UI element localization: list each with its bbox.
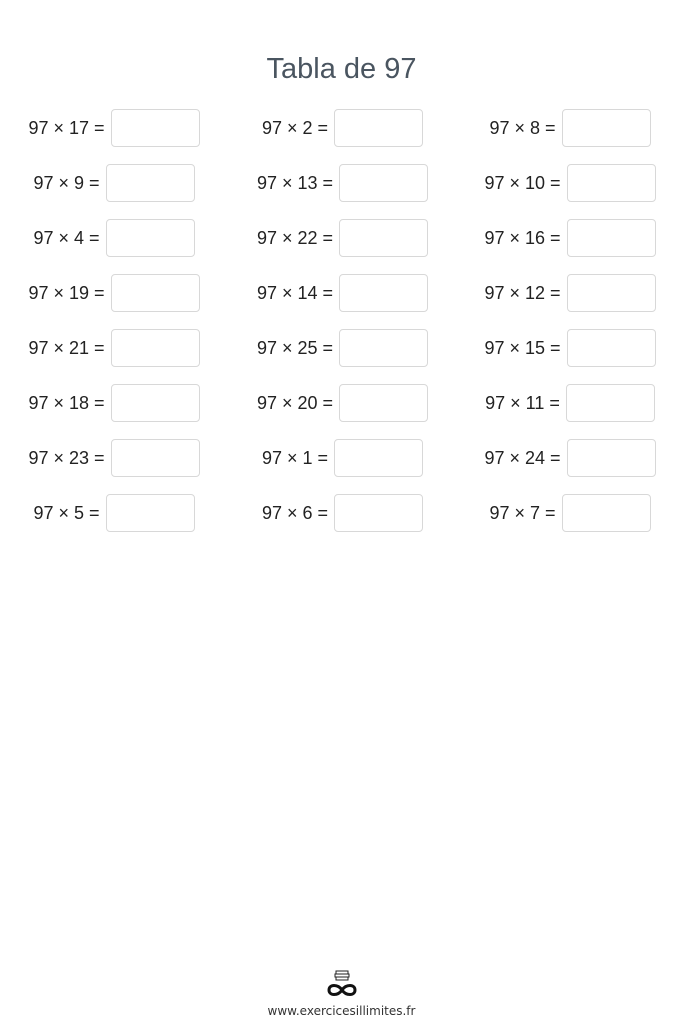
infinity-books-icon xyxy=(324,968,360,1000)
exercise-item xyxy=(0,218,228,258)
exercise-expression: 97 × 11 = xyxy=(485,392,560,413)
footer xyxy=(0,968,683,1018)
exercise-expression: 97 × 7 = xyxy=(489,502,556,523)
answer-input[interactable] xyxy=(339,329,428,367)
exercise-item xyxy=(457,438,683,478)
exercise-expression: 97 × 9 = xyxy=(33,172,100,193)
exercise-item xyxy=(228,273,457,313)
exercise-item xyxy=(228,328,457,368)
answer-input[interactable] xyxy=(106,494,195,532)
exercise-expression: 97 × 14 = xyxy=(256,282,334,303)
answer-input[interactable] xyxy=(339,164,428,202)
exercise-item xyxy=(457,108,683,148)
exercise-item xyxy=(0,383,228,423)
answer-input[interactable] xyxy=(339,384,428,422)
answer-input[interactable] xyxy=(562,494,651,532)
answer-input[interactable] xyxy=(334,109,423,147)
exercise-item xyxy=(228,438,457,478)
answer-input[interactable] xyxy=(111,329,200,367)
answer-input[interactable] xyxy=(334,439,423,477)
answer-input[interactable] xyxy=(567,219,656,257)
exercise-expression: 97 × 15 = xyxy=(484,337,561,358)
answer-input[interactable] xyxy=(567,439,656,477)
exercise-expression: 97 × 18 = xyxy=(28,392,105,413)
answer-input[interactable] xyxy=(111,109,200,147)
exercise-item xyxy=(228,493,457,533)
exercise-expression: 97 × 5 = xyxy=(33,502,100,523)
answer-input[interactable] xyxy=(566,384,655,422)
exercise-item xyxy=(0,163,228,203)
answer-input[interactable] xyxy=(567,274,656,312)
exercise-item xyxy=(0,108,228,148)
exercise-expression: 97 × 4 = xyxy=(33,227,100,248)
answer-input[interactable] xyxy=(106,219,195,257)
answer-input[interactable] xyxy=(111,384,200,422)
answer-input[interactable] xyxy=(562,109,651,147)
exercise-expression: 97 × 10 = xyxy=(484,172,561,193)
exercise-expression: 97 × 1 = xyxy=(261,447,329,468)
exercise-expression: 97 × 24 = xyxy=(484,447,561,468)
exercise-expression: 97 × 16 = xyxy=(484,227,561,248)
exercise-item xyxy=(457,273,683,313)
answer-input[interactable] xyxy=(334,494,423,532)
exercise-expression: 97 × 25 = xyxy=(256,337,334,358)
exercise-expression: 97 × 21 = xyxy=(28,337,105,358)
exercise-item xyxy=(457,328,683,368)
exercise-item xyxy=(0,438,228,478)
exercise-expression: 97 × 12 = xyxy=(484,282,561,303)
answer-input[interactable] xyxy=(567,164,656,202)
exercise-expression: 97 × 19 = xyxy=(28,282,105,303)
exercise-expression: 97 × 20 = xyxy=(256,392,334,413)
exercise-expression: 97 × 22 = xyxy=(256,227,334,248)
exercise-expression: 97 × 6 = xyxy=(261,502,329,523)
exercise-expression: 97 × 13 = xyxy=(256,172,334,193)
exercise-item xyxy=(457,493,683,533)
answer-input[interactable] xyxy=(339,274,428,312)
page-title: Tabla de 97 xyxy=(266,53,417,86)
answer-input[interactable] xyxy=(339,219,428,257)
answer-input[interactable] xyxy=(106,164,195,202)
exercise-expression: 97 × 23 = xyxy=(28,447,105,468)
exercise-expression: 97 × 17 = xyxy=(28,117,105,138)
exercise-item xyxy=(0,328,228,368)
exercise-item xyxy=(457,163,683,203)
exercise-item xyxy=(0,273,228,313)
exercise-item xyxy=(228,163,457,203)
exercise-item xyxy=(228,108,457,148)
site-url: www.exercicesillimites.fr xyxy=(267,1004,416,1018)
answer-input[interactable] xyxy=(111,439,200,477)
exercise-item xyxy=(457,218,683,258)
exercise-expression: 97 × 2 = xyxy=(261,117,329,138)
exercise-expression: 97 × 8 = xyxy=(489,117,556,138)
exercise-item xyxy=(0,493,228,533)
exercise-grid xyxy=(0,108,683,533)
exercise-item xyxy=(228,383,457,423)
answer-input[interactable] xyxy=(111,274,200,312)
exercise-item xyxy=(457,383,683,423)
answer-input[interactable] xyxy=(567,329,656,367)
exercise-item xyxy=(228,218,457,258)
